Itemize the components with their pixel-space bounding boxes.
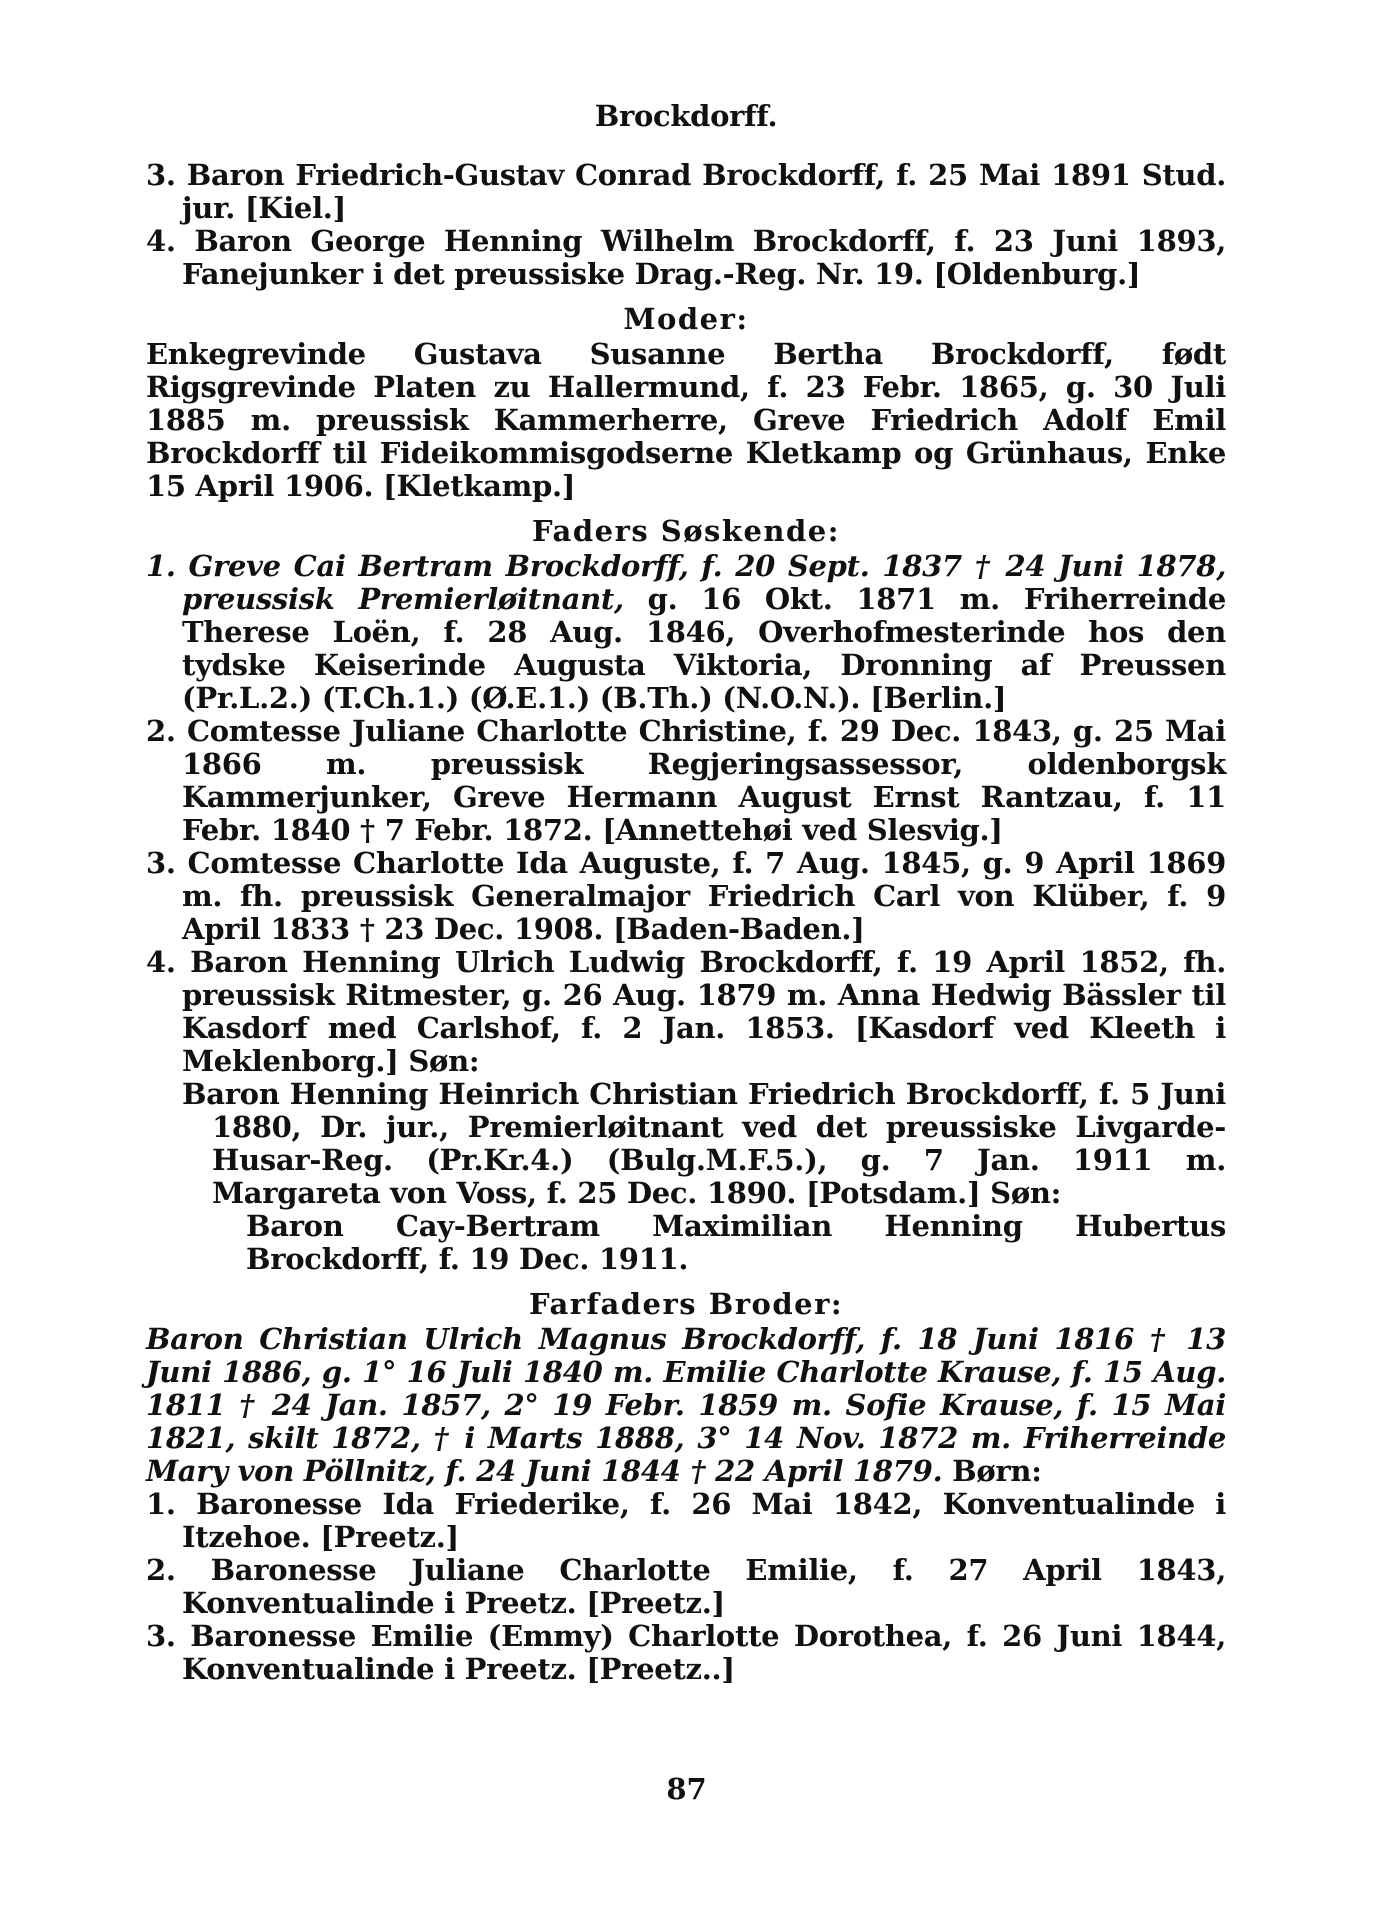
farfaders-broder-italic: Baron Christian Ulrich Magnus Brockdorff, f. 18 Juni 1816 † 13 Juni 1886, g. 1° 16 Juli 1840 m. Emilie Charlotte Krause, f. 15 Aug. 1811 † 24 Jan. 1857, 2° 19 Febr. 1859 m. Sofie Krause, f. 15 Mai 1821, skilt 1872, † i Marts 1888, 3° 14 Nov. 1872 m. Friherreinde Mary von Pöllnitz, f. 24 Juni 1844 † 22 April 1879. [146,1322,1226,1488]
sibling-entry-3: 3. Comtesse Charlotte Ida Auguste, f. 7 Aug. 1845, g. 9 April 1869 m. fh. preussisk Generalmajor Friedrich Carl von Klüber, f. 9 April 1833 † 23 Dec. 1908. [Baden-Baden.] [146,846,1226,946]
section-heading-faders-soskende: Faders Søskende: [532,514,840,548]
grandson-entry: Baron Cay-Bertram Maximilian Henning Hubertus Brockdorff, f. 19 Dec. 1911. [246,1209,1226,1276]
baronesse-entry-3: 3. Baronesse Emilie (Emmy) Charlotte Dorothea, f. 26 Juni 1844, Konventualinde i Preetz. [Preetz..] [146,1619,1226,1686]
sibling-entry-1-italic: 1. Greve Cai Bertram Brockdorff, f. 20 Sept. 1837 † 24 Juni 1878, preussisk Premierløitnant, [146,549,1226,616]
son-entry: Baron Henning Heinrich Christian Friedrich Brockdorff, f. 5 Juni 1880, Dr. jur., Premierløitnant ved det preussiske Livgarde-Husar-Reg. (Pr.Kr.4.) (Bulg.M.F.5.), g. 7 Jan. 1911 m. Margareta von Voss, f. 25 Dec. 1890. [Potsdam.] Søn: [182,1077,1226,1210]
baronesse-entry-1: 1. Baronesse Ida Friederike, f. 26 Mai 1842, Konventualinde i Itzehoe. [Preetz.] [146,1487,1226,1554]
moder-paragraph: Enkegrevinde Gustava Susanne Bertha Brockdorff, født Rigsgrevinde Platen zu Hallermund, f. 23 Febr. 1865, g. 30 Juli 1885 m. preussisk Kammerherre, Greve Friedrich Adolf Emil Brockdorff til Fideikommisgodserne Kletkamp og Grünhaus, Enke 15 April 1906. [Kletkamp.] [146,337,1226,503]
section-heading-moder: Moder: [623,302,749,336]
sibling-entry-1-text: g. 16 Okt. 1871 m. Friherreinde Therese Loën, f. 28 Aug. 1846, Overhofmesterinde hos den tydske Keiserinde Augusta Viktoria, Dronning af Preussen (Pr.L.2.) (T.Ch.1.) (Ø.E.1.) (B.Th.) (N.O.N.). [Berlin.] [182,582,1227,715]
document-page [146,100,1226,1686]
farfaders-broder-paragraph [146,1323,1226,1488]
section-heading-farfaders-broder: Farfaders Broder: [528,1287,844,1321]
sibling-entry-2: 2. Comtesse Juliane Charlotte Christine, f. 29 Dec. 1843, g. 25 Mai 1866 m. preussisk Regjeringsassessor, oldenborgsk Kammerjunker, Greve Hermann August Ernst Rantzau, f. 11 Febr. 1840 † 7 Febr. 1872. [Annettehøi ved Slesvig.] [146,714,1226,847]
page-header: Brockdorff. [594,99,778,133]
page-number: 87 [666,1772,707,1806]
child-entry-4: 4. Baron George Henning Wilhelm Brockdorff, f. 23 Juni 1893, Fanejunker i det preussiske Drag.-Reg. Nr. 19. [Oldenburg.] [146,224,1226,291]
born-label: Børn: [942,1454,1042,1488]
sibling-entry-4: 4. Baron Henning Ulrich Ludwig Brockdorff, f. 19 April 1852, fh. preussisk Ritmester, g. 26 Aug. 1879 m. Anna Hedwig Bässler til Kasdorf med Carlshof, f. 2 Jan. 1853. [Kasdorf ved Kleeth i Meklenborg.] Søn: [146,945,1226,1078]
child-entry-3: 3. Baron Friedrich-Gustav Conrad Brockdorff, f. 25 Mai 1891 Stud. jur. [Kiel.] [146,158,1226,225]
baronesse-entry-2: 2. Baronesse Juliane Charlotte Emilie, f. 27 April 1843, Konventualinde i Preetz. [Preetz.] [146,1553,1226,1620]
sibling-entry-1 [146,550,1226,715]
